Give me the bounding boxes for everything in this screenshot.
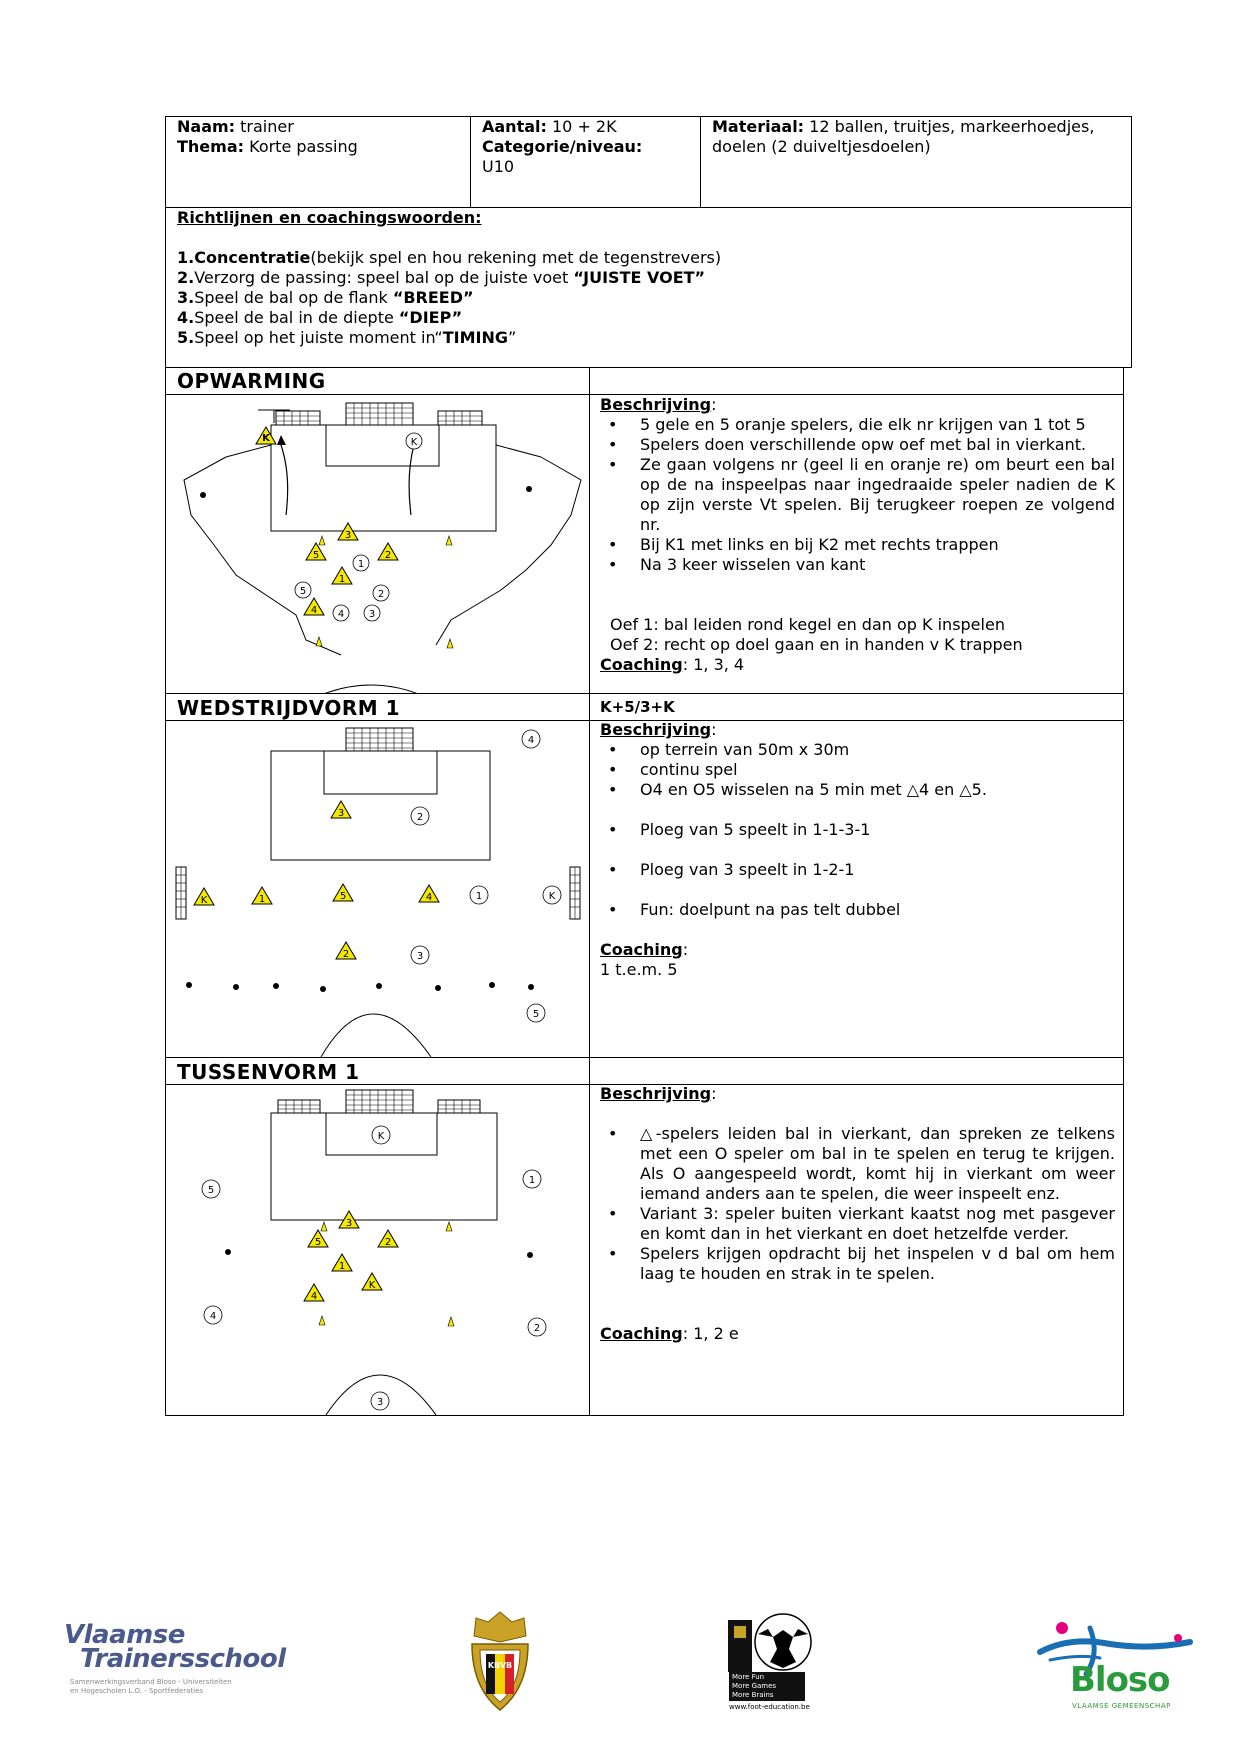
marker-dot — [435, 985, 441, 991]
tussenvorm-bullets — [600, 1124, 1115, 1284]
triangle-player-k — [256, 427, 276, 444]
aantal-field — [482, 117, 617, 137]
goal-net-center — [346, 1090, 413, 1113]
list-item: • continu spel — [600, 760, 1115, 780]
cone-icon — [316, 637, 322, 646]
cone-icon — [446, 1222, 452, 1231]
thema-label: Thema: — [177, 137, 245, 156]
tussenvorm-beschrijving: Beschrijving: — [600, 1084, 717, 1103]
triangle-player-4 — [304, 598, 324, 616]
materiaal-field — [712, 117, 1094, 137]
naam-field — [177, 117, 294, 137]
bloso-logo: Bloso VLAAMSE GEMEENSCHAP — [1030, 1614, 1200, 1714]
arrow-left — [281, 445, 288, 515]
opwarming-title: OPWARMING — [177, 369, 326, 393]
arrow-right — [409, 445, 414, 515]
svg-text:1: 1 — [338, 574, 346, 585]
richtlijnen-title: Richtlijnen en coachingswoorden: — [177, 208, 482, 227]
opwarming-beschrijving: Beschrijving: — [600, 395, 717, 414]
circle-player-k: K — [410, 437, 418, 448]
thema-value: Korte passing — [244, 137, 358, 156]
wedstrijdvorm-bullets — [600, 740, 1115, 920]
goal-net-left — [278, 1100, 320, 1113]
categorie-label: Categorie/niveau: — [482, 137, 643, 156]
goal-net-right — [438, 411, 482, 425]
ball-dot — [200, 492, 206, 498]
circle-player-4: 4 — [209, 1311, 217, 1322]
richtlijn-2: 2.Verzorg de passing: speel bal op de juiste voet “JUISTE VOET” — [177, 268, 706, 287]
circle-player-4: 4 — [337, 609, 345, 620]
cone-icon — [319, 1316, 325, 1325]
marker-dot — [376, 983, 382, 989]
svg-text:5: 5 — [339, 891, 347, 902]
goal-net-top — [346, 728, 413, 751]
opwarming-diagram — [166, 395, 589, 693]
wedstrijdvorm-coaching-value: 1 t.e.m. 5 — [600, 960, 678, 979]
circle-player-5: 5 — [207, 1185, 215, 1196]
wedstrijdvorm-subtitle: K+5/3+K — [600, 698, 675, 716]
svg-text:5: 5 — [314, 1237, 322, 1248]
list-item: • 5 gele en 5 oranje spelers, die elk nr krijgen van 1 tot 5 — [600, 415, 1115, 435]
circle-player-5: 5 — [299, 586, 307, 597]
list-item: • Ploeg van 3 speelt in 1-2-1 — [600, 860, 1115, 880]
cone-icon — [448, 1317, 454, 1326]
circle-player-k: K — [548, 891, 556, 902]
marker-dot — [528, 984, 534, 990]
ball-dot — [225, 1249, 231, 1255]
tussenvorm-coaching: Coaching: 1, 2 e — [600, 1324, 739, 1343]
tussenvorm-title: TUSSENVORM 1 — [177, 1060, 360, 1084]
list-item: • O4 en O5 wisselen na 5 min met △4 en △5. — [600, 780, 1115, 800]
categorie-value: U10 — [482, 157, 515, 176]
list-item: • Ploeg van 5 speelt in 1-1-3-1 — [600, 820, 1115, 840]
list-item: • op terrein van 50m x 30m — [600, 740, 1115, 760]
svg-text:2: 2 — [384, 1237, 392, 1248]
circle-player-1: 1 — [475, 891, 483, 902]
wedstrijdvorm-title: WEDSTRIJDVORM 1 — [177, 696, 401, 720]
list-item: • △-spelers leiden bal in vierkant, dan spreken ze telkens met een O speler om bal in te spelen en terug te krijgen. Als O aangespeeld wordt, komt hij in vierkant om weer iemand anders aan te spelen, die weer inspeelt enz. — [600, 1124, 1115, 1204]
svg-text:4: 4 — [425, 892, 433, 903]
circle-player-4: 4 — [527, 735, 535, 746]
wedstrijdvorm-beschrijving: Beschrijving: — [600, 720, 717, 739]
circle-player-2: 2 — [416, 812, 424, 823]
opwarming-bullets — [600, 415, 1115, 575]
marker-dot — [489, 982, 495, 988]
svg-text:2: 2 — [342, 949, 350, 960]
svg-text:4: 4 — [310, 1291, 318, 1302]
list-item: • Bij K1 met links en bij K2 met rechts trappen — [600, 535, 1115, 555]
tussenvorm-diagram — [166, 1085, 589, 1415]
opwarming-coaching: Coaching: 1, 3, 4 — [600, 655, 745, 674]
cone-icon — [319, 536, 325, 545]
triangle-player-5 — [306, 543, 326, 561]
materiaal-value-1: 12 ballen, truitjes, markeerhoedjes, — [804, 117, 1095, 136]
list-item: • Spelers krijgen opdracht bij het inspelen v d bal om hem laag te houden en strak in te spelen. — [600, 1244, 1115, 1284]
goal-net-left — [276, 411, 320, 425]
svg-text:K: K — [262, 433, 270, 444]
svg-text:K: K — [368, 1280, 376, 1291]
circle-player-5: 5 — [532, 1009, 540, 1020]
oef-2: Oef 2: recht op doel gaan en in handen v K trappen — [610, 635, 1023, 654]
foot-education-logo: More Fun More Games More Brains www.foot-education.be — [728, 1612, 820, 1712]
circle-player-2: 2 — [377, 589, 385, 600]
foot-education-slogan: More Fun More Games More Brains — [729, 1672, 805, 1701]
oef-1: Oef 1: bal leiden rond kegel en dan op K inspelen — [610, 615, 1005, 634]
cone-icon — [446, 536, 452, 545]
aantal-label: Aantal: — [482, 117, 547, 136]
richtlijn-4: 4.Speel de bal in de diepte “DIEP” — [177, 308, 463, 327]
richtlijn-5: 5.Speel op het juiste moment in“TIMING” — [177, 328, 517, 347]
svg-text:1: 1 — [338, 1261, 346, 1272]
list-item: • Fun: doelpunt na pas telt dubbel — [600, 900, 1115, 920]
svg-text:4: 4 — [310, 605, 318, 616]
circle-player-3: 3 — [416, 951, 424, 962]
richtlijn-1: 1.Concentratie(bekijk spel en hou rekening met de tegenstrevers) — [177, 248, 722, 267]
thema-field — [177, 137, 358, 157]
marker-dot — [320, 986, 326, 992]
svg-text:5: 5 — [312, 550, 320, 561]
triangle-player-2 — [378, 543, 398, 561]
materiaal-label: Materiaal: — [712, 117, 805, 136]
richtlijn-3: 3.Speel de bal op de flank “BREED” — [177, 288, 474, 307]
circle-player-3: 3 — [376, 1397, 384, 1408]
circle-player-3: 3 — [368, 609, 376, 620]
kbvb-crest-logo — [460, 1608, 540, 1718]
wedstrijdvorm-coaching: Coaching: — [600, 940, 689, 959]
triangle-player-3 — [338, 523, 358, 541]
list-item: • Na 3 keer wisselen van kant — [600, 555, 1115, 575]
naam-label: Naam: — [177, 117, 236, 136]
list-item: • Variant 3: speler buiten vierkant kaatst nog met pasgever en komt dan in het vierkant en doet hetzelfde verder. — [600, 1204, 1115, 1244]
circle-player-k: K — [377, 1131, 385, 1142]
svg-text:KBVB: KBVB — [487, 1661, 513, 1670]
svg-text:3: 3 — [345, 1218, 353, 1229]
svg-text:K: K — [200, 895, 208, 906]
cone-icon — [447, 639, 453, 648]
list-item: • Spelers doen verschillende opw oef met bal in vierkant. — [600, 435, 1115, 455]
svg-text:3: 3 — [337, 808, 345, 819]
vlaamse-trainersschool-logo: Vlaamse Trainersschool Samenwerkingsverband Bloso - Universiteiten en Hogescholen L.O. - Sportfederaties — [64, 1620, 286, 1695]
circle-player-1: 1 — [357, 559, 365, 570]
marker-dot — [186, 982, 192, 988]
svg-text:1: 1 — [258, 894, 266, 905]
list-item: • Ze gaan volgens nr (geel li en oranje re) om beurt een bal op de na inspeelpas naar ingedraaide speler nadien de K op zijn verste Vt spelen. Bij terugkeer roepen ze volgend nr. — [600, 455, 1115, 535]
goal-net-center — [346, 403, 413, 425]
marker-dot — [233, 984, 239, 990]
materiaal-value-2: doelen (2 duiveltjesdoelen) — [712, 137, 931, 156]
marker-dot — [273, 983, 279, 989]
circle-player-1: 1 — [528, 1175, 536, 1186]
aantal-value: 10 + 2K — [546, 117, 617, 136]
ball-dot — [527, 1252, 533, 1258]
ball-dot — [526, 486, 532, 492]
naam-value: trainer — [235, 117, 294, 136]
cone-icon — [321, 1222, 327, 1231]
svg-text:3: 3 — [344, 530, 352, 541]
svg-text:2: 2 — [384, 550, 392, 561]
triangle-player-1 — [332, 567, 352, 585]
wedstrijdvorm-diagram — [166, 721, 589, 1057]
circle-player-2: 2 — [533, 1323, 541, 1334]
goal-net-right — [438, 1100, 480, 1113]
